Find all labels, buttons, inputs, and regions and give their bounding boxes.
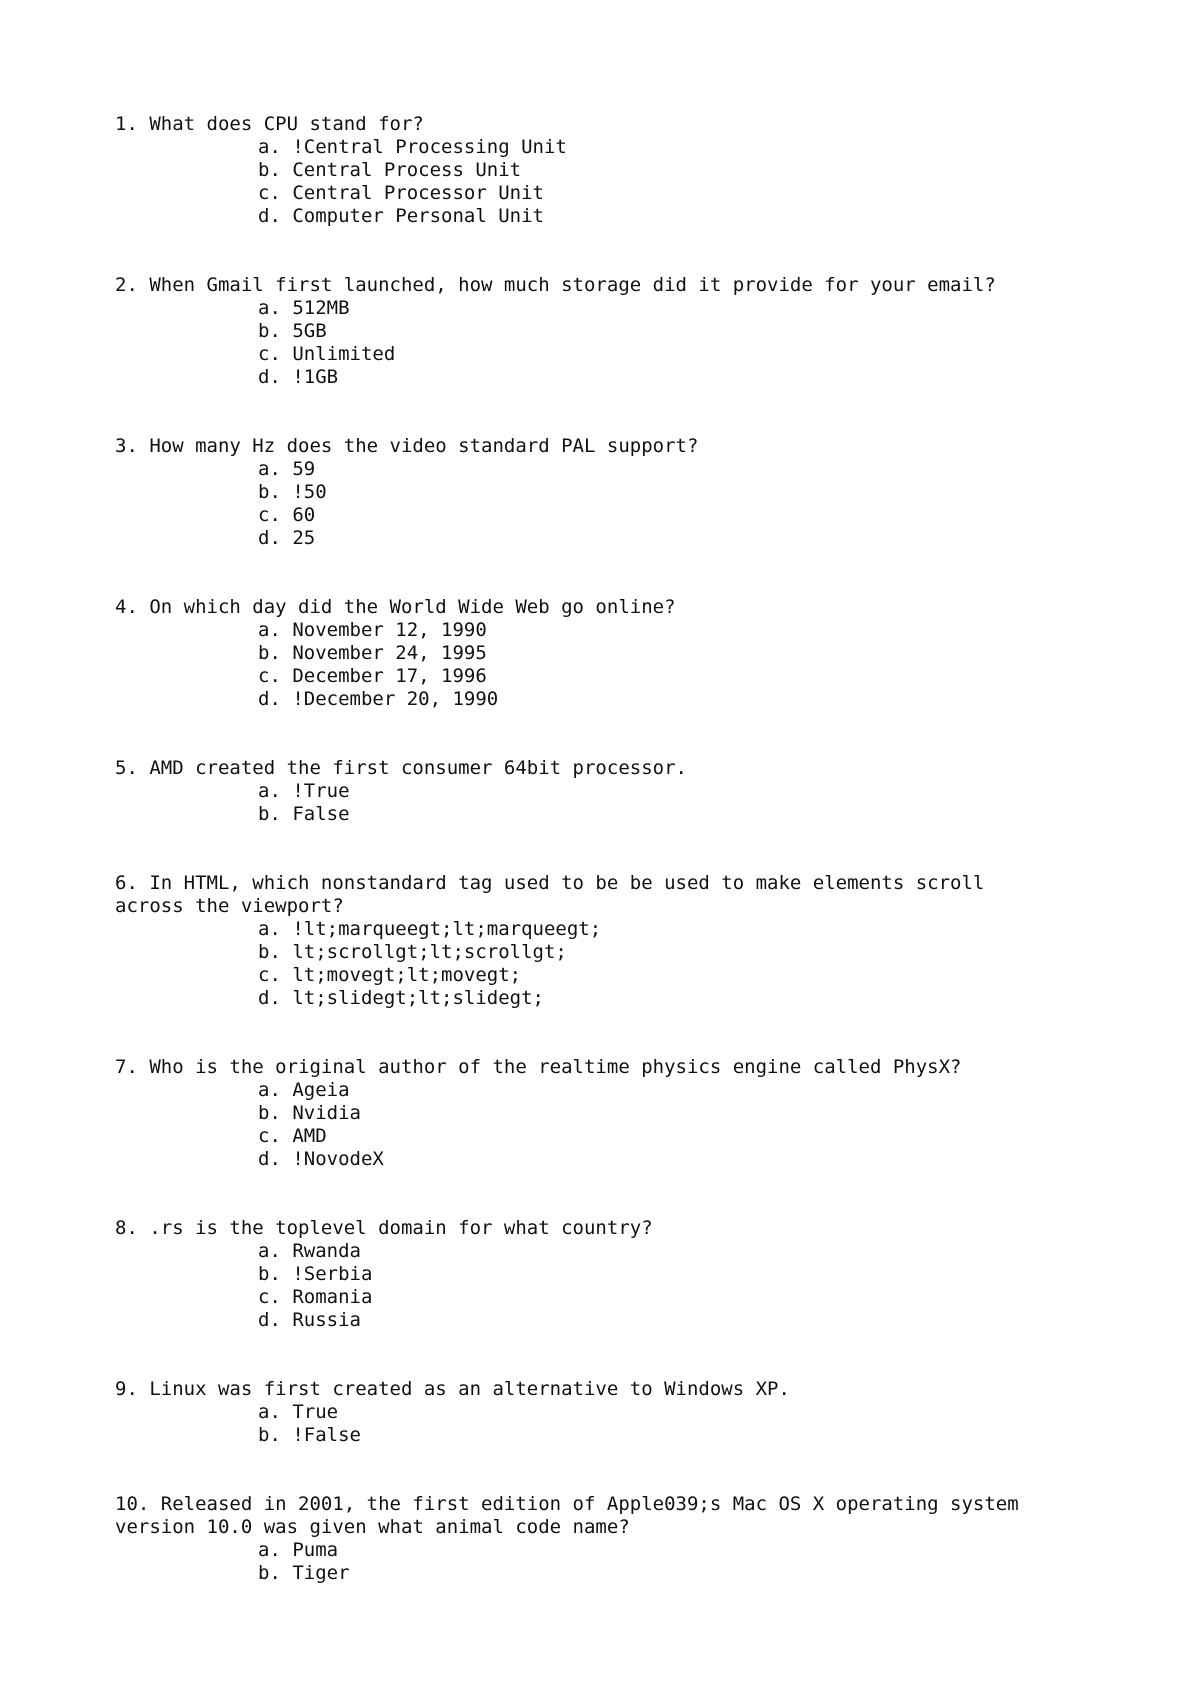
option-list bbox=[115, 918, 1095, 1010]
answer-option: b. Nvidia bbox=[258, 1102, 361, 1124]
answer-option: c. 60 bbox=[258, 504, 316, 526]
answer-option: a. !True bbox=[258, 780, 350, 802]
question-prompt: 5. AMD created the first consumer 64bit processor. bbox=[115, 757, 687, 779]
question-10 bbox=[115, 1493, 1095, 1585]
question-list bbox=[115, 113, 1095, 1631]
answer-option: a. 512MB bbox=[258, 297, 350, 319]
question-prompt: 7. Who is the original author of the realtime physics engine called PhysX? bbox=[115, 1056, 962, 1078]
answer-option: d. 25 bbox=[258, 527, 316, 549]
question-prompt: 6. In HTML, which nonstandard tag used to be be used to make elements scroll across the viewport? bbox=[115, 872, 985, 917]
answer-option: a. True bbox=[258, 1401, 339, 1423]
answer-option: d. !NovodeX bbox=[258, 1148, 384, 1170]
answer-option: a. Puma bbox=[258, 1539, 339, 1561]
answer-option: a. Rwanda bbox=[258, 1240, 361, 1262]
question-prompt: 9. Linux was first created as an alternative to Windows XP. bbox=[115, 1378, 790, 1400]
question-6 bbox=[115, 872, 1095, 1010]
question-prompt: 1. What does CPU stand for? bbox=[115, 113, 424, 135]
option-list bbox=[115, 1401, 1095, 1447]
answer-option: a. November 12, 1990 bbox=[258, 619, 487, 641]
option-list bbox=[115, 297, 1095, 389]
answer-option: a. 59 bbox=[258, 458, 316, 480]
answer-option: b. !50 bbox=[258, 481, 327, 503]
answer-option: a. !lt;marqueegt;lt;marqueegt; bbox=[258, 918, 602, 940]
answer-option: c. December 17, 1996 bbox=[258, 665, 487, 687]
answer-option: d. !1GB bbox=[258, 366, 339, 388]
question-prompt: 4. On which day did the World Wide Web go online? bbox=[115, 596, 676, 618]
option-list bbox=[115, 458, 1095, 550]
answer-option: d. !December 20, 1990 bbox=[258, 688, 499, 710]
option-list bbox=[115, 780, 1095, 826]
answer-option: a. !Central Processing Unit bbox=[258, 136, 567, 158]
answer-option: b. 5GB bbox=[258, 320, 327, 342]
answer-option: d. Russia bbox=[258, 1309, 361, 1331]
question-1 bbox=[115, 113, 1095, 228]
question-prompt: 3. How many Hz does the video standard PAL support? bbox=[115, 435, 699, 457]
question-prompt: 2. When Gmail first launched, how much storage did it provide for your email? bbox=[115, 274, 996, 296]
answer-option: c. Central Processor Unit bbox=[258, 182, 544, 204]
answer-option: c. lt;movegt;lt;movegt; bbox=[258, 964, 522, 986]
answer-option: c. Romania bbox=[258, 1286, 373, 1308]
answer-option: d. Computer Personal Unit bbox=[258, 205, 544, 227]
answer-option: b. November 24, 1995 bbox=[258, 642, 487, 664]
option-list bbox=[115, 1079, 1095, 1171]
answer-option: b. lt;scrollgt;lt;scrollgt; bbox=[258, 941, 567, 963]
question-5 bbox=[115, 757, 1095, 826]
option-list bbox=[115, 1539, 1095, 1585]
question-4 bbox=[115, 596, 1095, 711]
answer-option: b. !Serbia bbox=[258, 1263, 373, 1285]
answer-option: a. Ageia bbox=[258, 1079, 350, 1101]
question-9 bbox=[115, 1378, 1095, 1447]
question-2 bbox=[115, 274, 1095, 389]
option-list bbox=[115, 1240, 1095, 1332]
question-7 bbox=[115, 1056, 1095, 1171]
question-prompt: 8. .rs is the toplevel domain for what country? bbox=[115, 1217, 653, 1239]
answer-option: c. Unlimited bbox=[258, 343, 396, 365]
answer-option: c. AMD bbox=[258, 1125, 327, 1147]
answer-option: b. Central Process Unit bbox=[258, 159, 522, 181]
answer-option: b. False bbox=[258, 803, 350, 825]
answer-option: b. Tiger bbox=[258, 1562, 350, 1584]
question-prompt: 10. Released in 2001, the first edition of Apple039;s Mac OS X operating system version 10.0 was given what animal code name? bbox=[115, 1493, 1019, 1538]
option-list bbox=[115, 619, 1095, 711]
question-8 bbox=[115, 1217, 1095, 1332]
question-3 bbox=[115, 435, 1095, 550]
option-list bbox=[115, 136, 1095, 228]
answer-option: b. !False bbox=[258, 1424, 361, 1446]
answer-option: d. lt;slidegt;lt;slidegt; bbox=[258, 987, 544, 1009]
